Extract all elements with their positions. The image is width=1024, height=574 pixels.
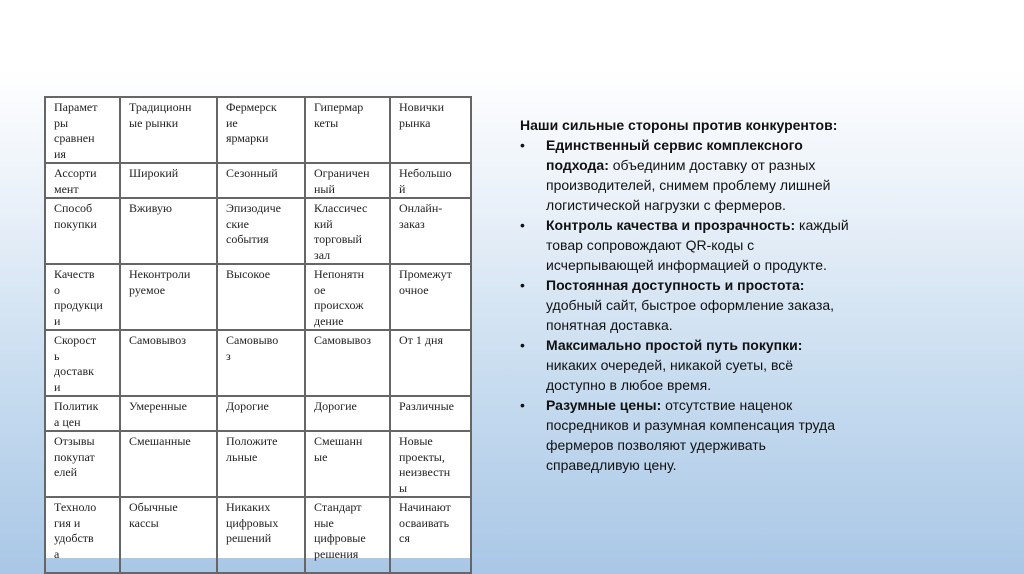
- table-cell: [120, 431, 217, 497]
- cell-text: Сезонный: [226, 166, 278, 180]
- bullet-icon: •: [520, 277, 525, 293]
- cell-text: Онлайн- заказ: [399, 201, 443, 231]
- cell-text: Политик а цен: [54, 399, 99, 429]
- cell-text: Положите льные: [226, 434, 278, 464]
- strength-title: Постоянная доступность и простота:: [546, 277, 805, 293]
- table-cell: [217, 198, 305, 264]
- strength-item: [520, 135, 850, 215]
- table-cell: [45, 264, 120, 330]
- cell-text: Дорогие: [314, 399, 357, 413]
- strengths-panel: [520, 115, 850, 475]
- table-cell: [120, 330, 217, 396]
- strength-text: никаких очередей, никакой суеты, всё доступно в любое время.: [546, 357, 794, 393]
- cell-text: Качеств о продукци и: [54, 267, 103, 328]
- table-cell: [305, 97, 390, 163]
- strength-item: [520, 395, 850, 475]
- cell-text: Ассорти мент: [54, 166, 97, 196]
- cell-text: Промежут очное: [399, 267, 452, 297]
- comparison-table-container: [44, 96, 470, 561]
- table-cell: [390, 198, 471, 264]
- cell-text: Начинают осваивать ся: [399, 500, 451, 545]
- table-cell: [305, 198, 390, 264]
- comparison-table: [44, 96, 472, 574]
- bullet-icon: •: [520, 137, 525, 153]
- table-cell: [390, 431, 471, 497]
- cell-text: Стандарт ные цифровые решения: [314, 500, 366, 561]
- table-cell: [45, 396, 120, 431]
- table-row: [45, 330, 471, 396]
- table-cell: [45, 497, 120, 573]
- table-cell: [305, 431, 390, 497]
- cell-text: Ограничен ный: [314, 166, 370, 196]
- table-cell: [305, 163, 390, 198]
- table-cell: [390, 497, 471, 573]
- table-row: [45, 497, 471, 573]
- table-cell: [120, 264, 217, 330]
- table-row: [45, 431, 471, 497]
- table-cell: [217, 396, 305, 431]
- table-cell: [390, 163, 471, 198]
- table-cell: [45, 198, 120, 264]
- table-cell: [45, 330, 120, 396]
- cell-text: Классичес кий торговый зал: [314, 201, 368, 262]
- strengths-heading: Наши сильные стороны против конкурентов:: [520, 117, 838, 133]
- cell-text: Непонятн ое происхож дение: [314, 267, 365, 328]
- table-row: [45, 198, 471, 264]
- table-row: [45, 264, 471, 330]
- cell-text: Никаких цифровых решений: [226, 500, 279, 545]
- cell-text: От 1 дня: [399, 333, 443, 347]
- table-cell: [120, 163, 217, 198]
- strength-title: Единственный сервис комплексного подхода:: [546, 137, 803, 173]
- table-cell: [120, 396, 217, 431]
- table-header-row: [45, 97, 471, 163]
- strengths-list: [520, 135, 850, 475]
- cell-text: Фермерск ие ярмарки: [226, 100, 277, 145]
- strength-text: объединим доставку от разных производителей, снимем проблему лишней логистической нагрузки с фермеров.: [546, 157, 831, 213]
- cell-text: Новые проекты, неизвестн ы: [399, 434, 451, 495]
- table-cell: [217, 163, 305, 198]
- bullet-icon: •: [520, 337, 525, 353]
- table-cell: [120, 198, 217, 264]
- cell-text: Парамет ры сравнен ия: [54, 100, 98, 161]
- cell-text: Новички рынка: [399, 100, 445, 130]
- cell-text: Традиционн ые рынки: [129, 100, 192, 130]
- cell-text: Гипермар кеты: [314, 100, 364, 130]
- strength-title: Максимально простой путь покупки:: [546, 337, 803, 353]
- cell-text: Различные: [399, 399, 454, 413]
- cell-text: Обычные кассы: [129, 500, 178, 530]
- table-row: [45, 396, 471, 431]
- cell-text: Вживую: [129, 201, 172, 215]
- table-cell: [305, 396, 390, 431]
- cell-text: Смешанн ые: [314, 434, 363, 464]
- table-cell: [217, 97, 305, 163]
- cell-text: Широкий: [129, 166, 179, 180]
- table-cell: [45, 163, 120, 198]
- strength-item: [520, 215, 850, 275]
- cell-text: Дорогие: [226, 399, 269, 413]
- strength-text: каждый товар сопровождают QR-коды с исчерпывающей информацией о продукте.: [546, 217, 849, 273]
- cell-text: Эпизодиче ские события: [226, 201, 281, 246]
- strength-text: удобный сайт, быстрое оформление заказа, понятная доставка.: [546, 297, 835, 333]
- strength-item: [520, 335, 850, 395]
- cell-text: Самовыво з: [226, 333, 279, 363]
- cell-text: Небольшо й: [399, 166, 452, 196]
- table-cell: [305, 497, 390, 573]
- table-cell: [217, 330, 305, 396]
- table-cell: [217, 497, 305, 573]
- table-cell: [390, 264, 471, 330]
- table-cell: [217, 431, 305, 497]
- strength-title: Разумные цены:: [546, 397, 662, 413]
- cell-text: Способ покупки: [54, 201, 97, 231]
- table-cell: [305, 330, 390, 396]
- table-cell: [45, 97, 120, 163]
- cell-text: Самовывоз: [129, 333, 186, 347]
- table-cell: [120, 97, 217, 163]
- table-cell: [390, 330, 471, 396]
- strength-title: Контроль качества и прозрачность:: [546, 217, 796, 233]
- strength-item: [520, 275, 850, 335]
- table-cell: [217, 264, 305, 330]
- cell-text: Скорост ь доставк и: [54, 333, 97, 394]
- table-row: [45, 163, 471, 198]
- cell-text: Высокое: [226, 267, 271, 281]
- cell-text: Смешанные: [129, 434, 191, 448]
- table-cell: [45, 431, 120, 497]
- cell-text: Умеренные: [129, 399, 187, 413]
- table-cell: [390, 97, 471, 163]
- cell-text: Самовывоз: [314, 333, 371, 347]
- table-cell: [305, 264, 390, 330]
- strength-text: отсутствие наценок посредников и разумная компенсация труда фермеров позволяют удерживать справедливую цену.: [546, 397, 836, 473]
- bullet-icon: •: [520, 397, 525, 413]
- cell-text: Неконтроли руемое: [129, 267, 191, 297]
- bullet-icon: •: [520, 217, 525, 233]
- cell-text: Техноло гия и удобств а: [54, 500, 97, 561]
- table-cell: [120, 497, 217, 573]
- cell-text: Отзывы покупат елей: [54, 434, 95, 479]
- table-cell: [390, 396, 471, 431]
